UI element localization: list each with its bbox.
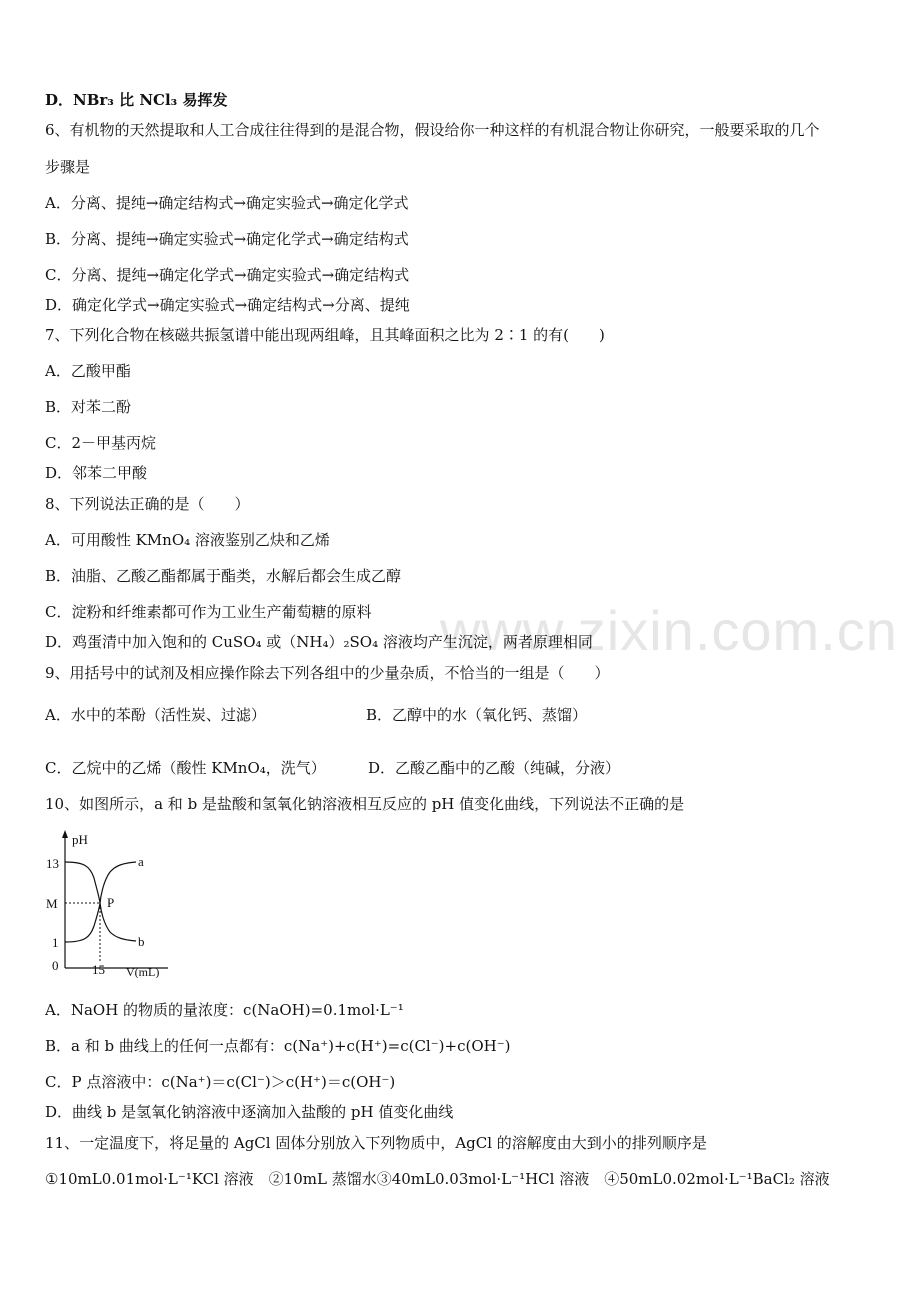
y-axis-arrow [62, 830, 68, 838]
watermark: www.zixin.com.cn [440, 599, 898, 662]
curve-b-label: b [138, 934, 145, 949]
q10-option-c: C．P 点溶液中：c(Na⁺)＝c(Cl⁻)＞c(H⁺)＝c(OH⁻) [45, 1073, 396, 1091]
q10-option-b: B．a 和 b 曲线上的任何一点都有：c(Na⁺)+c(H⁺)=c(Cl⁻)+c(OH⁻) [45, 1037, 511, 1055]
q9-option-a: A．水中的苯酚（活性炭、过滤） [45, 706, 266, 724]
q6-option-c: C．分离、提纯→确定化学式→确定实验式→确定结构式 [45, 266, 410, 284]
q6-stem-line1: 6、有机物的天然提取和人工合成往往得到的是混合物，假设给你一种这样的有机混合物让你研究，一般要采取的几个 [45, 121, 820, 139]
curve-a [65, 862, 136, 942]
q11-items: ①10mL0.01mol·L⁻¹KCl 溶液 ②10mL 蒸馏水③40mL0.03mol·L⁻¹HCl 溶液 ④50mL0.02mol·L⁻¹BaCl₂ 溶液 [45, 1170, 830, 1188]
q9-option-c: C．乙烷中的乙烯（酸性 KMnO₄，洗气） [45, 759, 326, 777]
q8-stem: 8、下列说法正确的是（ ） [45, 495, 250, 513]
q9-stem: 9、用括号中的试剂及相应操作除去下列各组中的少量杂质，不恰当的一组是（ ） [45, 664, 610, 682]
q8-option-b: B．油脂、乙酸乙酯都属于酯类，水解后都会生成乙醇 [45, 567, 402, 585]
q8-option-d: D．鸡蛋清中加入饱和的 CuSO₄ 或（NH₄）₂SO₄ 溶液均产生沉淀，两者原理相同 [45, 633, 593, 651]
q10-stem: 10、如图所示，a 和 b 是盐酸和氢氧化钠溶液相互反应的 pH 值变化曲线，下列说法不正确的是 [45, 795, 685, 813]
point-p-label: P [107, 895, 115, 910]
curve-a-label: a [138, 854, 144, 869]
x-tick-15: 15 [92, 962, 105, 977]
q6-option-a: A．分离、提纯→确定结构式→确定实验式→确定化学式 [45, 194, 409, 212]
q7-option-d: D．邻苯二甲酸 [45, 464, 148, 482]
q7-stem: 7、下列化合物在核磁共振氢谱中能出现两组峰，且其峰面积之比为 2∶1 的有( ) [45, 326, 605, 344]
q5-option-d: D．NBr₃ 比 NCl₃ 易挥发 [45, 91, 228, 109]
y-tick-13: 13 [46, 856, 59, 871]
q10-option-a: A．NaOH 的物质的量浓度：c(NaOH)=0.1mol·L⁻¹ [45, 1001, 404, 1019]
q7-option-b: B．对苯二酚 [45, 398, 132, 416]
q11-stem: 11、一定温度下，将足量的 AgCl 固体分别放入下列物质中，AgCl 的溶解度由大到小的排列顺序是 [45, 1134, 707, 1152]
q6-stem-line2: 步骤是 [45, 158, 91, 176]
q7-option-a: A．乙酸甲酯 [45, 362, 131, 380]
q9-option-d: D．乙酸乙酯中的乙酸（纯碱，分液） [368, 759, 621, 777]
origin-label: 0 [52, 958, 59, 973]
q10-option-d: D．曲线 b 是氢氧化钠溶液中逐滴加入盐酸的 pH 值变化曲线 [45, 1103, 454, 1121]
q6-option-d: D．确定化学式→确定实验式→确定结构式→分离、提纯 [45, 296, 410, 314]
x-axis-label: V(mL) [126, 965, 160, 978]
q7-option-c: C．2－甲基丙烷 [45, 434, 157, 452]
y-axis-label: pH [72, 832, 88, 847]
q8-option-a: A．可用酸性 KMnO₄ 溶液鉴别乙炔和乙烯 [45, 531, 330, 549]
y-tick-m: M [46, 896, 58, 911]
y-tick-1: 1 [52, 935, 59, 950]
q6-option-b: B．分离、提纯→确定实验式→确定化学式→确定结构式 [45, 230, 409, 248]
q9-option-b: B．乙醇中的水（氧化钙、蒸馏） [366, 706, 588, 724]
q8-option-c: C．淀粉和纤维素都可作为工业生产葡萄糖的原料 [45, 603, 372, 621]
ph-titration-graph [40, 828, 180, 978]
